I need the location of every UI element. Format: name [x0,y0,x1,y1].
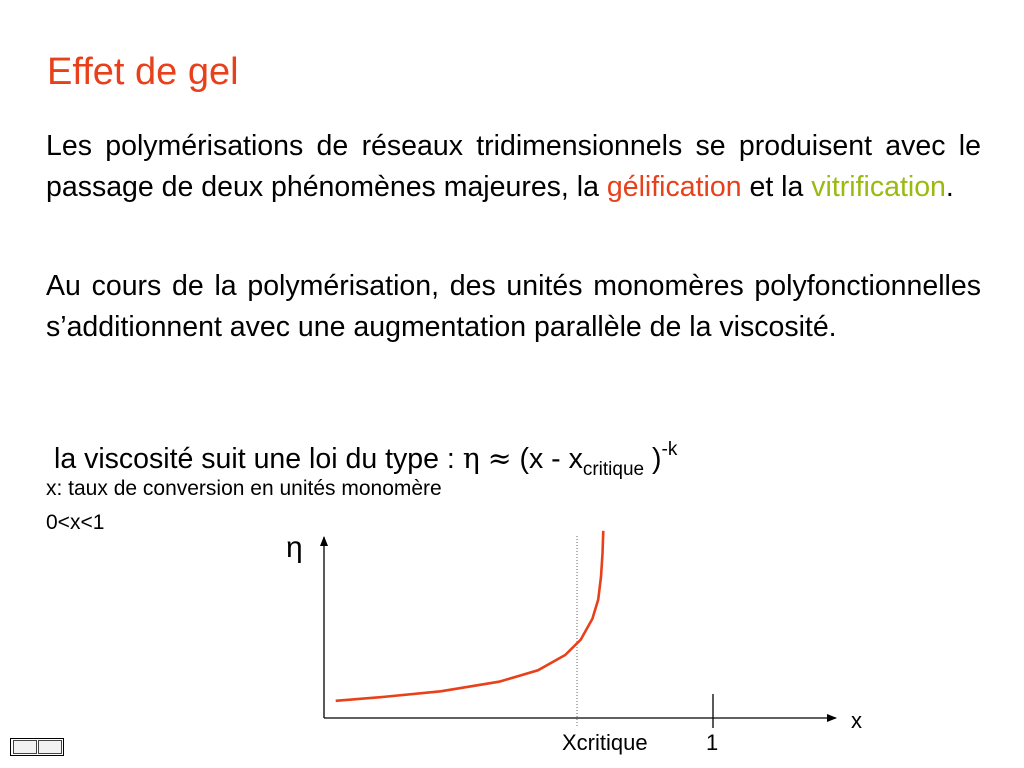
paragraph-reseaux-text: Les polymérisations de réseaux tridimensionnels se produisent avec le passage de deux phénomènes majeures, la [46,130,981,203]
viscosity-law-text: la viscosité suit une loi du type : [54,443,463,475]
paragraph-viscosite: Au cours de la polymérisation, des unités monomères polyfonctionnelles s’additionnent avec une augmentation parallèle de la viscosité. [46,270,981,343]
gelification-term: gélification [606,170,742,203]
slide-navigation[interactable] [10,738,64,756]
law-open: (x - x [511,443,583,475]
paragraph-reseaux-conjunction: et la [741,170,812,203]
vitrification-term: vitrification [811,170,946,203]
eta-axis-label: η [286,531,303,564]
paragraph-reseaux-period: . [945,170,954,203]
x-definition: x: taux de conversion en unités monomère [46,477,442,500]
law-exponent: -k [661,439,678,460]
tick-label-one: 1 [706,730,719,755]
eta-symbol: η [462,442,480,475]
slide-title: Effet de gel [47,51,239,93]
approx-symbol: ≈ [487,442,512,475]
next-slide-icon[interactable] [38,740,62,754]
tick-label-xcritique: Xcritique [562,730,648,755]
viscosity-curve [336,531,604,701]
x-axis-label: x [851,708,862,733]
x-range: 0<x<1 [46,511,105,534]
previous-slide-icon[interactable] [13,740,37,754]
law-close: ) [644,443,662,475]
law-subscript: critique [582,459,645,480]
